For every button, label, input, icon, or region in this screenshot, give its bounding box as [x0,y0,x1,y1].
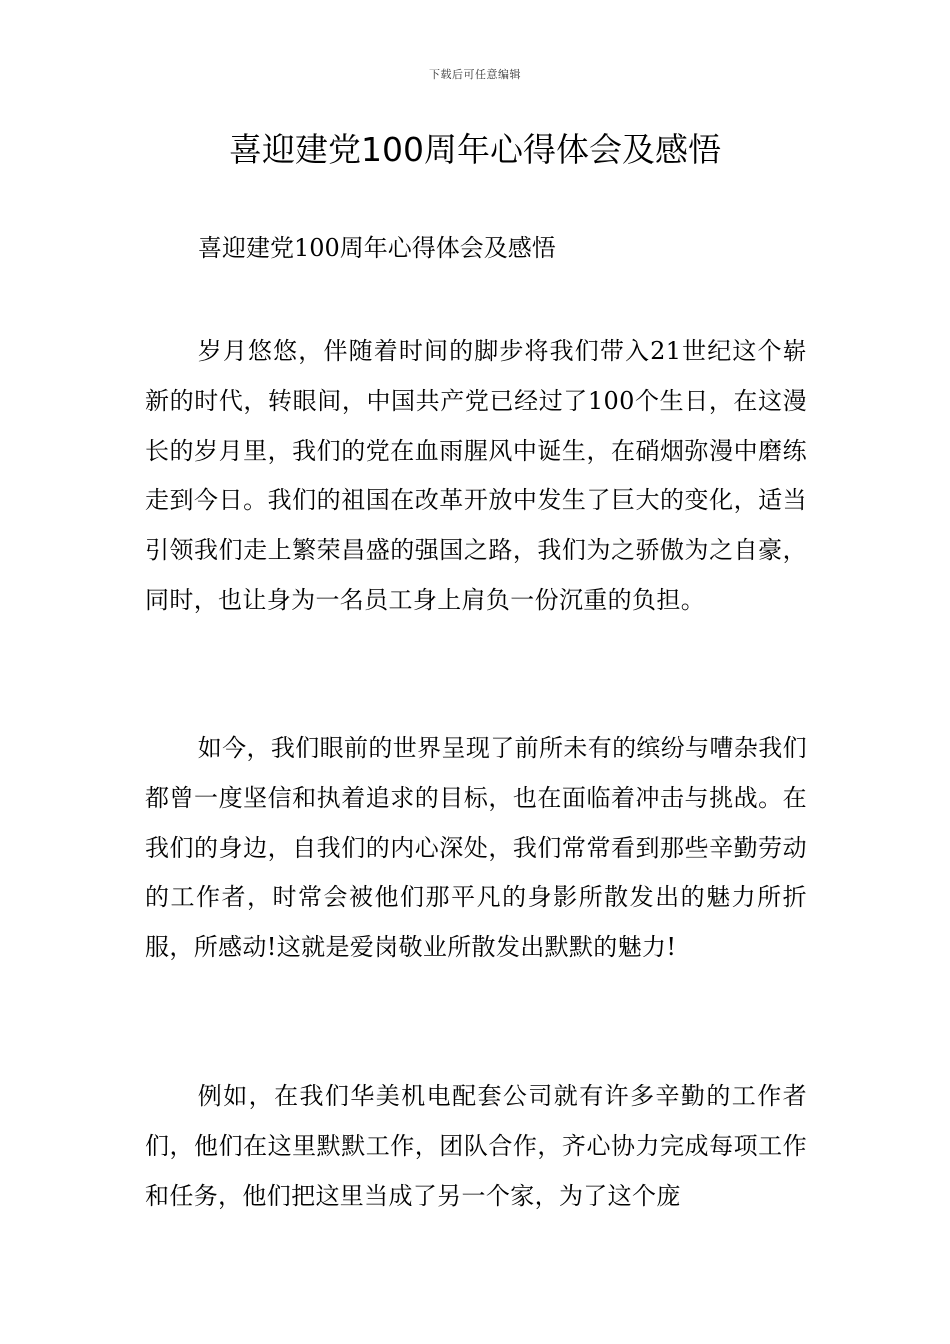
header-note: 下载后可任意编辑 [429,68,521,81]
paragraph-3: 例如，在我们华美机电配套公司就有许多辛勤的工作者们，他们在这里默默工作，团队合作，齐心协力完成每项工作和任务，他们把这里当成了另一个家，为了这个庞 [145,1082,807,1210]
paragraph-2: 如今，我们眼前的世界呈现了前所未有的缤纷与嘈杂我们都曾一度坚信和执着追求的目标，也在面临着冲击与挑战。在我们的身边，自我们的内心深处，我们常常看到那些辛勤劳动的工作者，时常会被他们那平凡的身影所散发出的魅力所折服，所感动!这就是爱岗敬业所散发出默默的魅力! [145,734,807,962]
paragraph-1: 岁月悠悠，伴随着时间的脚步将我们带入21世纪这个崭新的时代，转眼间，中国共产党已经过了100个生日，在这漫长的岁月里，我们的党在血雨腥风中诞生，在硝烟弥漫中磨练走到今日。我们的祖国在改革开放中发生了巨大的变化，适当引领我们走上繁荣昌盛的强国之路，我们为之骄傲为之自豪，同时，也让身为一名员工身上肩负一份沉重的负担。 [145,337,807,614]
document-title: 喜迎建党100周年心得体会及感悟 [229,130,721,169]
document-subtitle: 喜迎建党100周年心得体会及感悟 [198,234,556,262]
